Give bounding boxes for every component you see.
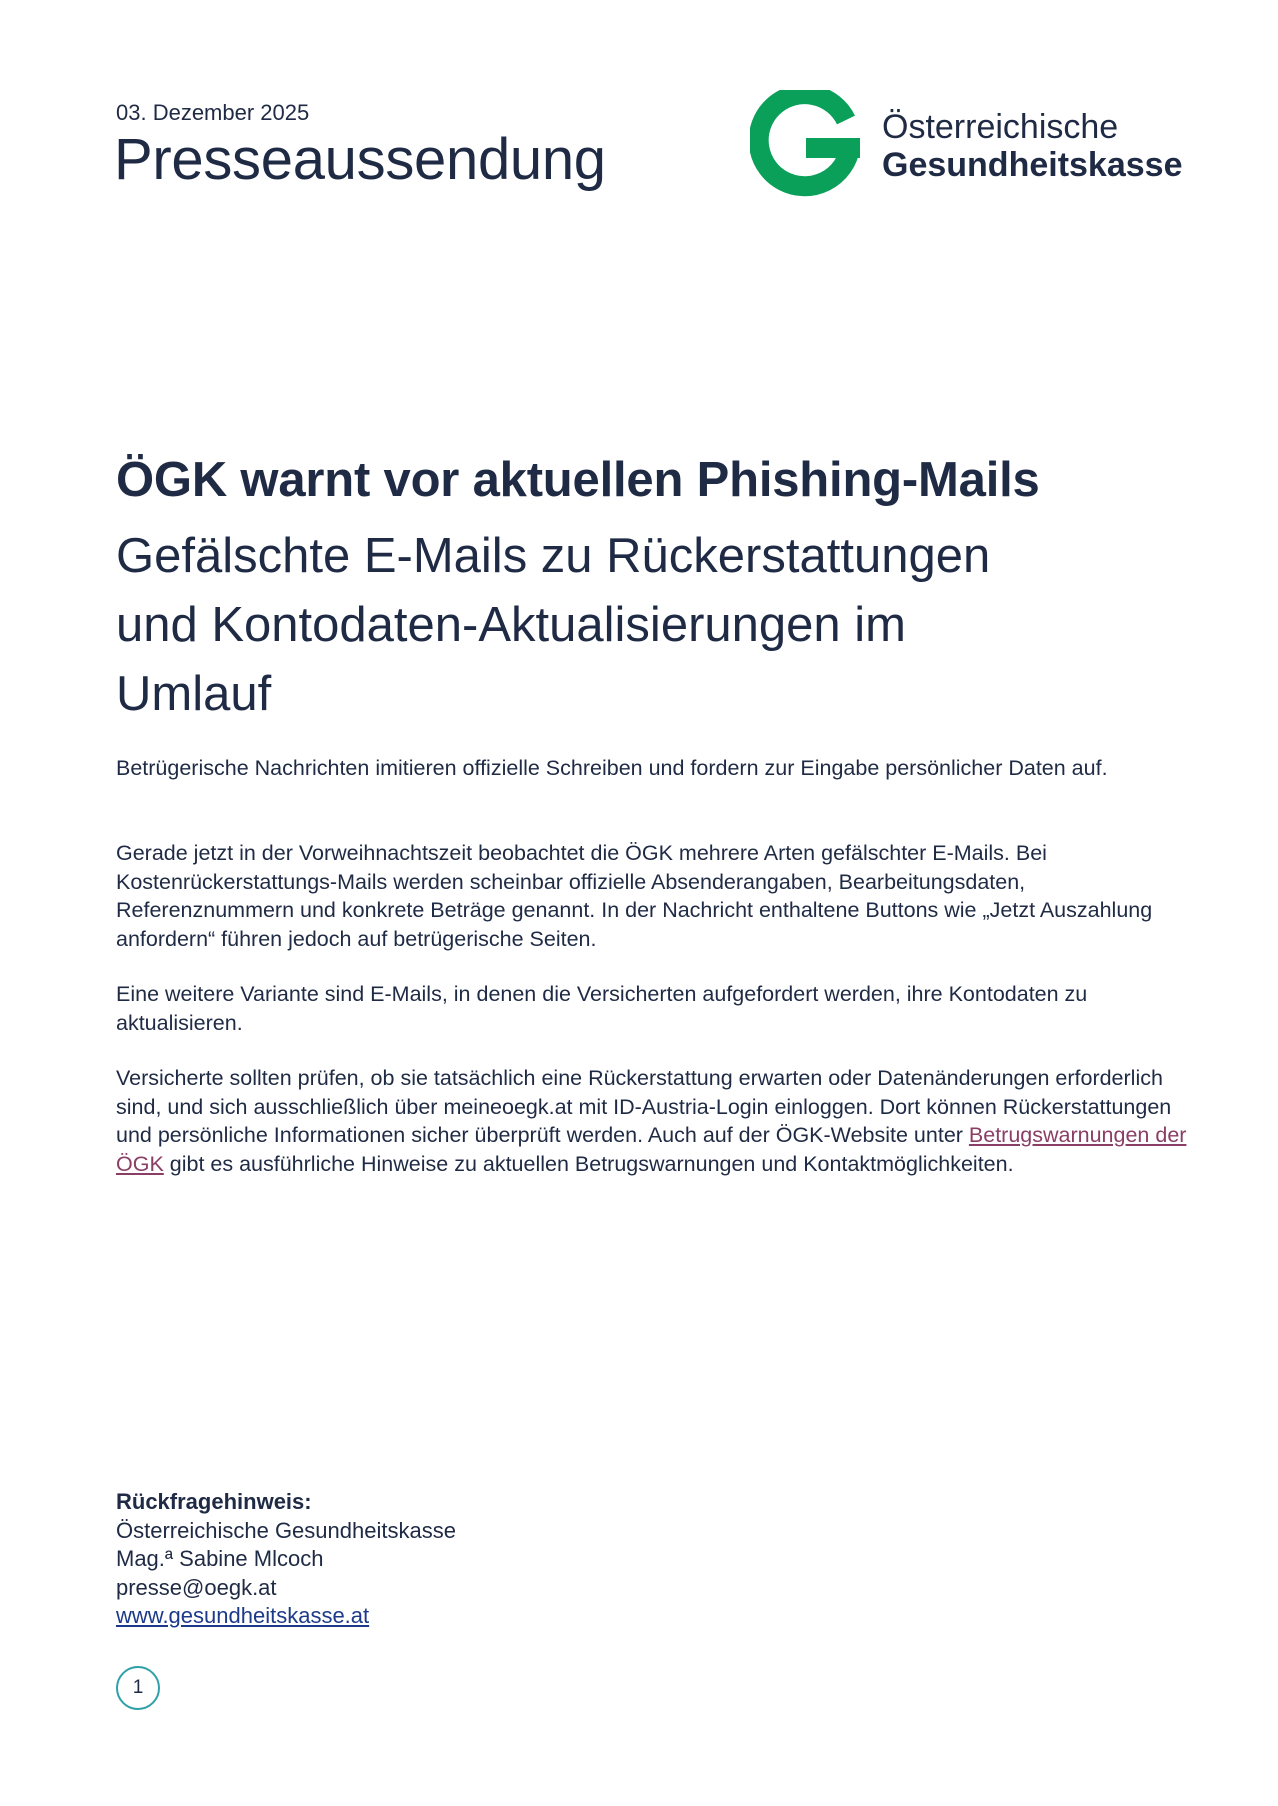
article-subheadline [116, 522, 1116, 729]
paragraph-refund-mails [116, 839, 1196, 953]
contact-person: Mag.ª Sabine Mlcoch [116, 1546, 324, 1571]
document-type-title: Presseaussendung [114, 127, 606, 192]
paragraph-text: Gerade jetzt in der Vorweihnachtszeit beobachtet die ÖGK mehrere Arten gefälschter E-Mails. Bei Kostenrückerstattungs-Mails werden scheinbar offizielle Absenderangaben, Bearbeitungsdaten, Referenznummern und konkrete Beträge genannt. In der Nachricht enthaltene Buttons wie „Jetzt Auszahlung anfordern“ führen jedoch auf betrügerische Seiten. [116, 841, 1153, 951]
paragraph-text: Eine weitere Variante sind E-Mails, in denen die Versicherten aufgefordert werden, ihre Kontodaten zu aktualisieren. [116, 982, 1088, 1035]
contact-email[interactable]: presse@oegk.at [116, 1574, 277, 1600]
logo-line-1: Österreichische [882, 108, 1119, 146]
fraud-warnings-link[interactable]: Betrugswarnungen der ÖGK [116, 1123, 1187, 1176]
paragraph-text-before-link: Versicherte sollten prüfen, ob sie tatsächlich eine Rückerstattung erwarten oder Datenänderungen erforderlich sind, und sich ausschließlich über meineoegk.at mit ID-Austria-Login einloggen. Dort können Rückerstattungen und persönliche Informationen sicher überprüft werden. Auch auf der ÖGK-Website unter [116, 1066, 1172, 1147]
logo-wordmark [882, 108, 1182, 184]
oegk-logo-icon [750, 90, 862, 200]
paragraph-text-after-link: gibt es ausführliche Hinweise zu aktuellen Betrugswarnungen und Kontaktmöglichkeiten. [163, 1151, 1014, 1176]
paragraph-text: Betrügerische Nachrichten imitieren offizielle Schreiben und fordern zur Eingabe persönlicher Daten auf. [116, 756, 1108, 780]
oegk-logo [750, 90, 1190, 200]
page-number: 1 [116, 1666, 160, 1710]
release-date: 03. Dezember 2025 [116, 100, 310, 125]
logo-line-2: Gesundheitskasse [882, 146, 1183, 184]
contact-organization: Österreichische Gesundheitskasse [116, 1517, 456, 1543]
paragraph-text [116, 1064, 1196, 1178]
subheadline-line: und Kontodaten-Aktualisierungen im [116, 598, 906, 652]
contact-block [116, 1488, 456, 1631]
paragraph-account-data [116, 980, 1196, 1037]
subheadline-line: Umlauf [116, 667, 272, 721]
contact-website-link[interactable]: www.gesundheitskasse.at [116, 1603, 370, 1628]
subheadline-line: Gefälschte E-Mails zu Rückerstattungen [116, 529, 991, 583]
contact-heading: Rückfragehinweis: [116, 1489, 312, 1514]
paragraph-advice [116, 1064, 1196, 1178]
article-headline: ÖGK warnt vor aktuellen Phishing-Mails [116, 453, 1040, 507]
paragraph-intro [116, 754, 1196, 783]
